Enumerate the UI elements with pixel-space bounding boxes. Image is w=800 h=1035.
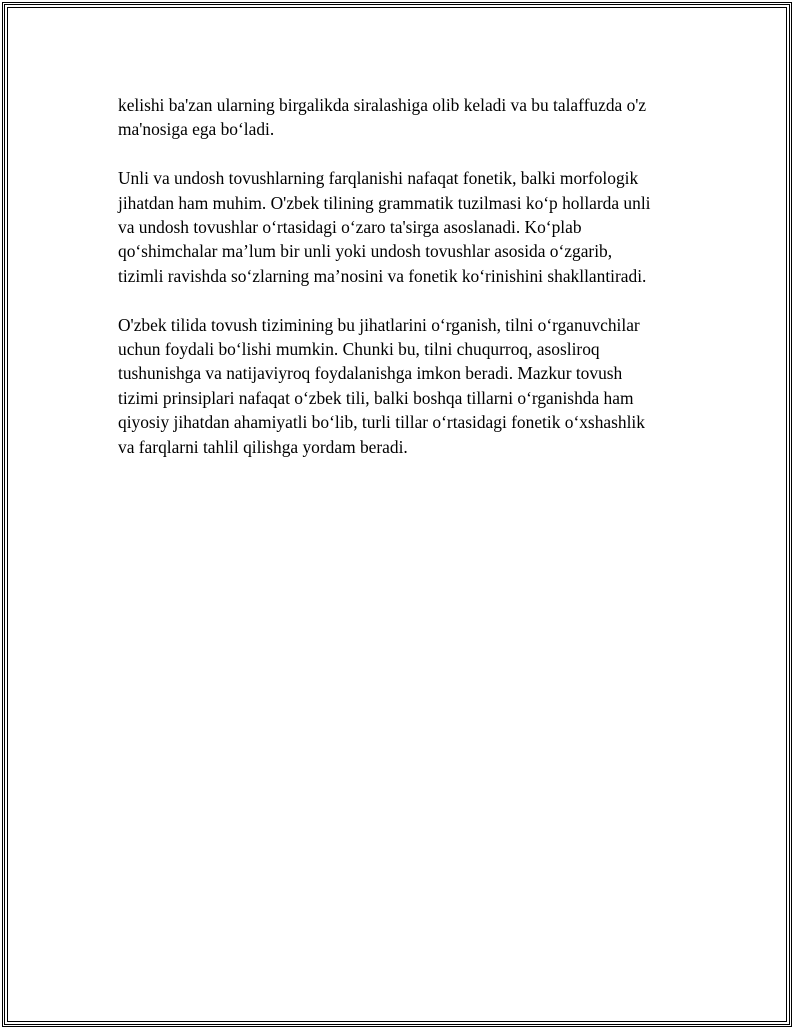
paragraph-3: O'zbek tilida tovush tizimining bu jihatlarini o‘rganish, tilni o‘rganuvchilar uchun foydali bo‘lishi mumkin. Chunki bu, tilni chuqurroq, asosliroq tushunishga va natijaviyroq foydalanishga imkon beradi. Mazkur tovush tizimi prinsiplari nafaqat o‘zbek tili, balki boshqa tillarni o‘rganishda ham qiyosiy jihatdan ahamiyatli bo‘lib, turli tillar o‘rtasidagi fonetik o‘xshashlik va farqlarni tahlil qilishga yordam beradi. [118, 314, 645, 457]
paragraph-1: kelishi ba'zan ularning birgalikda siralashiga olib keladi va bu talaffuzda o'z ma'nosiga ega bo‘ladi. [118, 95, 647, 140]
document-body [118, 93, 688, 483]
paragraph-2: Unli va undosh tovushlarning farqlanishi nafaqat fonetik, balki morfologik jihatdan ham muhim. O'zbek tilining grammatik tuzilmasi ko‘p hollarda unli va undosh tovushlar o‘rtasidagi o‘zaro ta'sirga asoslanadi. Ko‘plab qo‘shimchalar ma’lum bir unli yoki undosh tovushlar asosida o‘zgarib, tizimli ravishda so‘zlarning ma’nosini va fonetik ko‘rinishini shakllantiradi. [118, 168, 651, 286]
